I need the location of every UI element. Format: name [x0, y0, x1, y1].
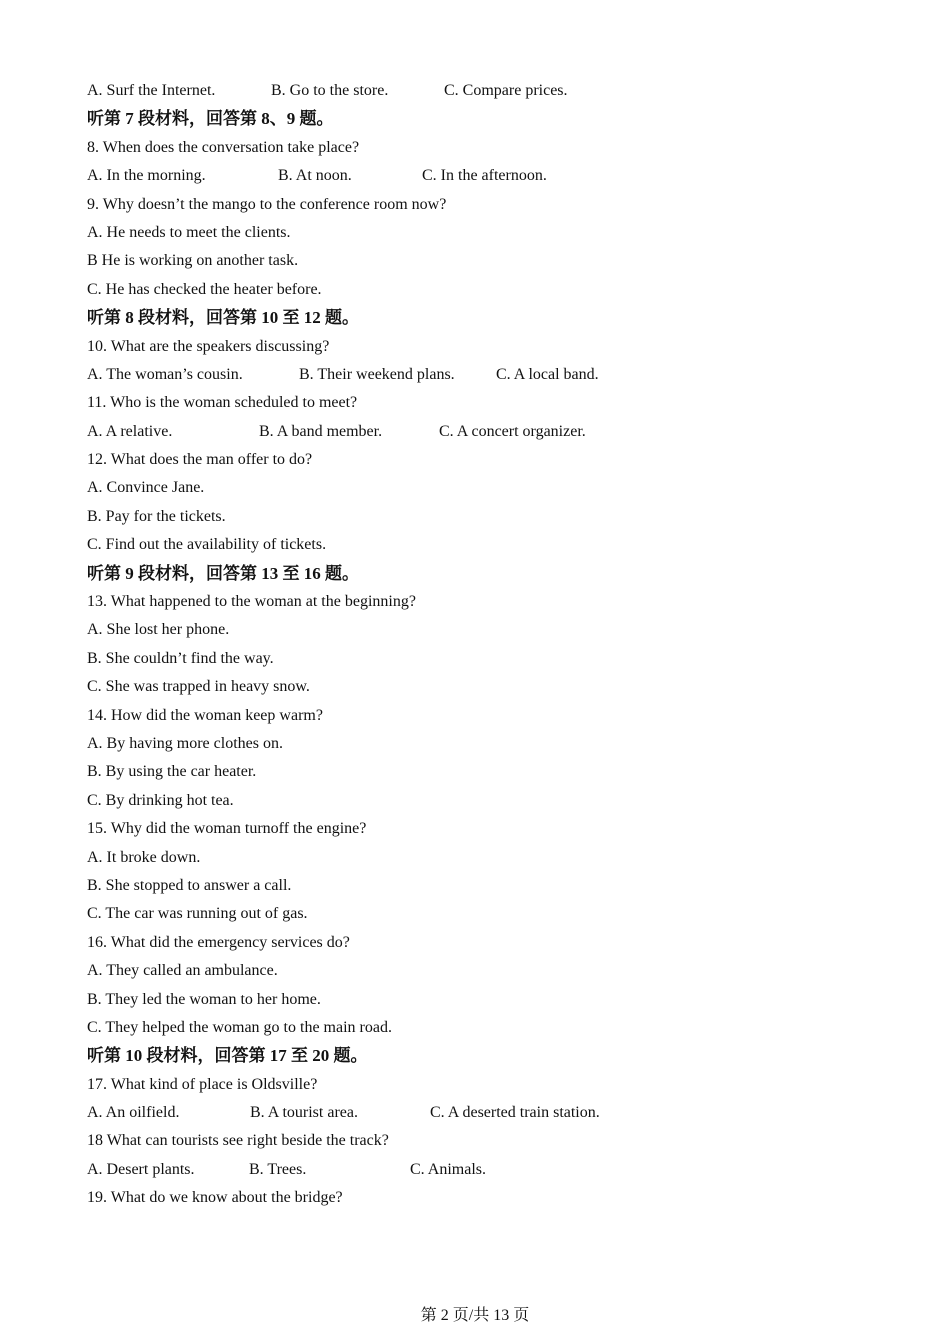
answer-options-row — [87, 1156, 887, 1184]
option-a: A. The woman’s cousin. — [87, 365, 243, 383]
text-line: A. By having more clothes on. — [87, 734, 283, 752]
text-line: 17. What kind of place is Oldsville? — [87, 1075, 318, 1093]
answer-options-row — [87, 418, 887, 446]
section-heading: 听第 10 段材料，回答第 17 至 20 题。 — [87, 1046, 368, 1066]
text-line: 10. What are the speakers discussing? — [87, 337, 330, 355]
text-line: B He is working on another task. — [87, 252, 299, 270]
option-b: B. At noon. — [278, 167, 352, 185]
text-line: 13. What happened to the woman at the beginning? — [87, 593, 416, 611]
option-a: A. Surf the Internet. — [87, 82, 216, 99]
option-b: B. A band member. — [259, 422, 383, 440]
text-line: 19. What do we know about the bridge? — [87, 1189, 343, 1207]
text-line: C. She was trapped in heavy snow. — [87, 678, 310, 696]
text-line: B. Pay for the tickets. — [87, 507, 226, 525]
section-heading: 听第 8 段材料，回答第 10 至 12 题。 — [87, 308, 359, 328]
answer-options-row — [87, 361, 887, 389]
text-line: C. Find out the availability of tickets. — [87, 536, 327, 554]
option-c: C. A deserted train station. — [430, 1104, 600, 1122]
option-c: C. Animals. — [410, 1160, 487, 1178]
text-line: A. She lost her phone. — [87, 621, 230, 639]
text-line: 14. How did the woman keep warm? — [87, 706, 323, 724]
text-line: C. By drinking hot tea. — [87, 791, 234, 809]
option-a: A. Desert plants. — [87, 1160, 195, 1178]
text-line: C. He has checked the heater before. — [87, 280, 322, 298]
answer-options-row — [87, 1099, 887, 1127]
text-line: B. She stopped to answer a call. — [87, 876, 292, 894]
option-a: A. In the morning. — [87, 167, 206, 185]
text-line: 11. Who is the woman scheduled to meet? — [87, 394, 358, 412]
option-c: C. A local band. — [496, 365, 599, 383]
option-a: A. An oilfield. — [87, 1104, 180, 1122]
option-b: B. Go to the store. — [271, 82, 389, 99]
text-line: A. They called an ambulance. — [87, 962, 278, 980]
option-b: B. A tourist area. — [250, 1104, 358, 1122]
option-c: C. A concert organizer. — [439, 422, 586, 440]
answer-options-row — [87, 162, 887, 190]
option-b: B. Their weekend plans. — [299, 365, 455, 383]
document-body — [87, 77, 887, 1213]
text-line: C. The car was running out of gas. — [87, 905, 308, 923]
option-c: C. Compare prices. — [444, 82, 568, 99]
text-line: B. She couldn’t find the way. — [87, 649, 274, 667]
text-line: 12. What does the man offer to do? — [87, 451, 313, 469]
option-c: C. In the afternoon. — [422, 167, 547, 185]
text-line: A. It broke down. — [87, 848, 201, 866]
text-line: 16. What did the emergency services do? — [87, 933, 350, 951]
text-line: 8. When does the conversation take place? — [87, 138, 360, 156]
option-b: B. Trees. — [249, 1160, 307, 1178]
text-line: B. By using the car heater. — [87, 763, 257, 781]
text-line: 15. Why did the woman turnoff the engine? — [87, 820, 367, 838]
section-heading: 听第 7 段材料，回答第 8、9 题。 — [87, 109, 334, 129]
text-line: 9. Why doesn’t the mango to the conference room now? — [87, 195, 447, 213]
text-line: A. Convince Jane. — [87, 479, 205, 497]
text-line: A. He needs to meet the clients. — [87, 223, 291, 241]
option-a: A. A relative. — [87, 422, 173, 440]
section-heading: 听第 9 段材料，回答第 13 至 16 题。 — [87, 563, 359, 583]
answer-options-row — [87, 77, 887, 105]
text-line: B. They led the woman to her home. — [87, 990, 321, 1008]
text-line: C. They helped the woman go to the main road. — [87, 1018, 392, 1036]
text-line: 18 What can tourists see right beside the track? — [87, 1132, 389, 1150]
page-footer: 第 2 页/共 13 页 — [420, 1307, 530, 1324]
